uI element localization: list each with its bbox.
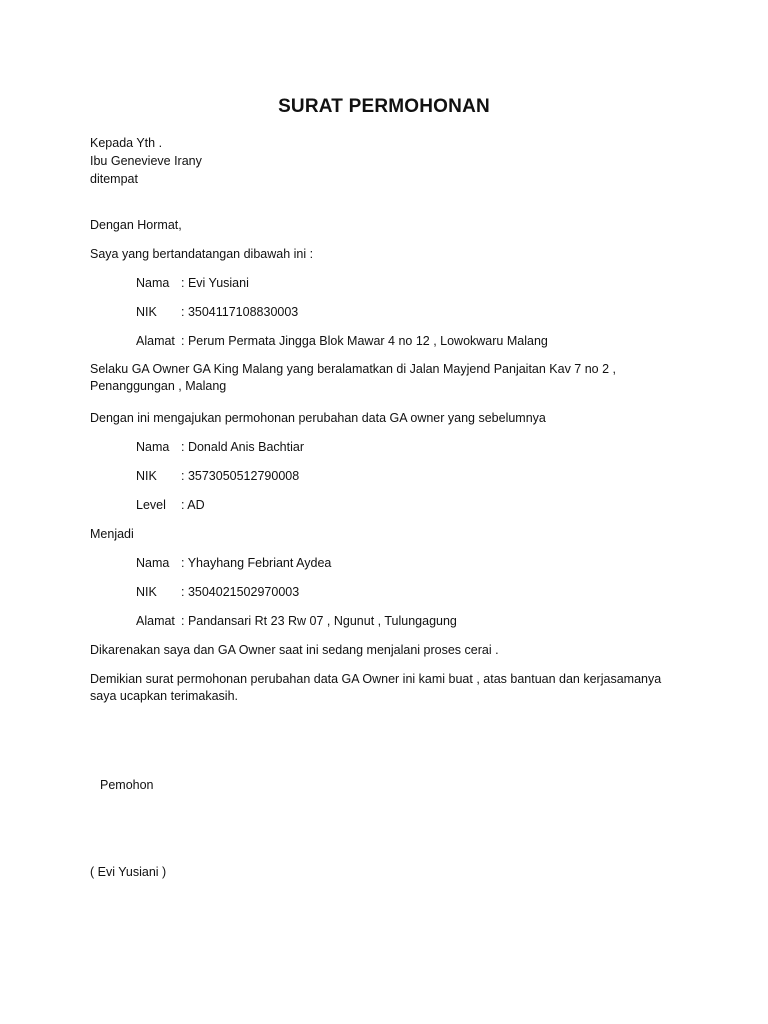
applicant-name-row bbox=[136, 275, 249, 291]
greeting: Dengan Hormat, bbox=[90, 218, 182, 232]
field-value: : Perum Permata Jingga Blok Mawar 4 no 12 , Lowokwaru Malang bbox=[181, 334, 548, 348]
signature-name: ( Evi Yusiani ) bbox=[90, 865, 167, 879]
field-value: : 3573050512790008 bbox=[181, 469, 300, 483]
field-value: : Donald Anis Bachtiar bbox=[181, 440, 304, 454]
previous-owner-name-row bbox=[136, 439, 304, 455]
field-label: NIK bbox=[136, 585, 157, 599]
field-label: Alamat bbox=[136, 334, 175, 348]
recipient-line-2: Ibu Genevieve Irany bbox=[90, 154, 202, 168]
field-value: : Pandansari Rt 23 Rw 07 , Ngunut , Tulungagung bbox=[181, 614, 457, 628]
field-label: NIK bbox=[136, 305, 157, 319]
applicant-address-row bbox=[136, 333, 548, 349]
field-label: NIK bbox=[136, 469, 157, 483]
field-label: Alamat bbox=[136, 614, 175, 628]
page-title: SURAT PERMOHONAN bbox=[278, 96, 490, 117]
field-label: Nama bbox=[136, 440, 170, 454]
closing-paragraph: Demikian surat permohonan perubahan data GA Owner ini kami buat , atas bantuan dan kerjasamanya saya ucapkan terimakasih. bbox=[90, 672, 662, 703]
intro-text: Saya yang bertandatangan dibawah ini : bbox=[90, 247, 314, 261]
reason-text: Dikarenakan saya dan GA Owner saat ini sedang menjalani proses cerai . bbox=[90, 643, 499, 657]
signature-label: Pemohon bbox=[100, 778, 154, 792]
new-owner-address-row bbox=[136, 613, 457, 629]
role-paragraph: Selaku GA Owner GA King Malang yang beralamatkan di Jalan Mayjend Panjaitan Kav 7 no 2 , Penanggungan , Malang bbox=[90, 362, 617, 393]
recipient-line-1: Kepada Yth . bbox=[90, 136, 163, 150]
field-value: : Yhayhang Febriant Aydea bbox=[181, 556, 332, 570]
field-value: : AD bbox=[181, 498, 205, 512]
field-label: Level bbox=[136, 498, 166, 512]
new-owner-nik-row bbox=[136, 584, 299, 600]
field-label: Nama bbox=[136, 276, 170, 290]
field-value: : 3504021502970003 bbox=[181, 585, 300, 599]
previous-owner-nik-row bbox=[136, 468, 299, 484]
recipient-line-3: ditempat bbox=[90, 172, 138, 186]
becomes-text: Menjadi bbox=[90, 527, 134, 541]
applicant-nik-row bbox=[136, 304, 298, 320]
field-label: Nama bbox=[136, 556, 170, 570]
request-paragraph: Dengan ini mengajukan permohonan perubahan data GA owner yang sebelumnya bbox=[90, 411, 546, 425]
field-value: : 3504117108830003 bbox=[181, 305, 299, 319]
new-owner-name-row bbox=[136, 555, 331, 571]
field-value: : Evi Yusiani bbox=[181, 276, 249, 290]
previous-owner-level-row bbox=[136, 497, 205, 513]
